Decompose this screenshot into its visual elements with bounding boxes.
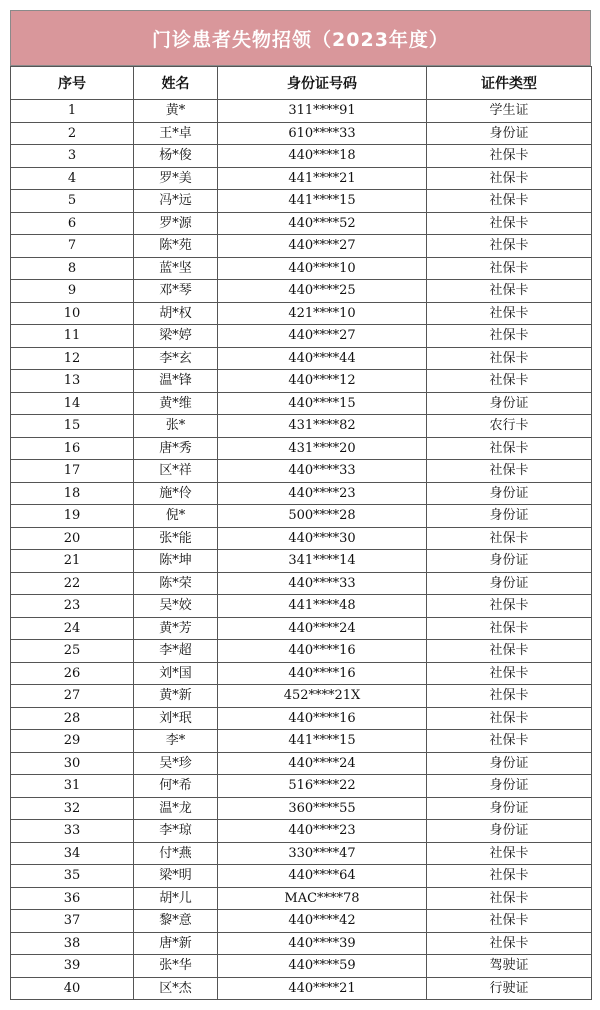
table-row bbox=[11, 662, 592, 685]
cell-document-type: 身份证 bbox=[427, 505, 592, 528]
cell-serial-number: 30 bbox=[11, 752, 134, 775]
cell-serial-number: 9 bbox=[11, 280, 134, 303]
cell-serial-number: 23 bbox=[11, 595, 134, 618]
cell-serial-number: 28 bbox=[11, 707, 134, 730]
cell-document-type: 社保卡 bbox=[427, 302, 592, 325]
table-row bbox=[11, 842, 592, 865]
cell-document-type: 社保卡 bbox=[427, 685, 592, 708]
cell-document-type: 社保卡 bbox=[427, 887, 592, 910]
cell-name: 张* bbox=[134, 415, 218, 438]
lost-and-found-sheet bbox=[10, 10, 591, 1000]
cell-id-number: MAC****78 bbox=[218, 887, 427, 910]
cell-id-number: 440****27 bbox=[218, 325, 427, 348]
cell-serial-number: 19 bbox=[11, 505, 134, 528]
cell-document-type: 社保卡 bbox=[427, 235, 592, 258]
table-row bbox=[11, 280, 592, 303]
table-row bbox=[11, 775, 592, 798]
cell-document-type: 身份证 bbox=[427, 392, 592, 415]
cell-id-number: 360****55 bbox=[218, 797, 427, 820]
header-serial-number: 序号 bbox=[11, 67, 134, 100]
cell-name: 胡*权 bbox=[134, 302, 218, 325]
table-body bbox=[11, 100, 592, 1000]
cell-name: 黄*新 bbox=[134, 685, 218, 708]
cell-document-type: 社保卡 bbox=[427, 280, 592, 303]
cell-serial-number: 22 bbox=[11, 572, 134, 595]
cell-id-number: 440****23 bbox=[218, 820, 427, 843]
cell-name: 蓝*坚 bbox=[134, 257, 218, 280]
cell-id-number: 441****15 bbox=[218, 190, 427, 213]
table-row bbox=[11, 865, 592, 888]
table-row bbox=[11, 482, 592, 505]
cell-id-number: 440****33 bbox=[218, 572, 427, 595]
cell-name: 黄*芳 bbox=[134, 617, 218, 640]
cell-document-type: 身份证 bbox=[427, 550, 592, 573]
cell-id-number: 440****59 bbox=[218, 955, 427, 978]
cell-name: 黄*维 bbox=[134, 392, 218, 415]
cell-serial-number: 26 bbox=[11, 662, 134, 685]
cell-document-type: 社保卡 bbox=[427, 167, 592, 190]
cell-id-number: 440****44 bbox=[218, 347, 427, 370]
table-row bbox=[11, 932, 592, 955]
cell-document-type: 社保卡 bbox=[427, 460, 592, 483]
table-row bbox=[11, 820, 592, 843]
cell-name: 黎*意 bbox=[134, 910, 218, 933]
cell-serial-number: 36 bbox=[11, 887, 134, 910]
cell-name: 吴*珍 bbox=[134, 752, 218, 775]
cell-name: 温*龙 bbox=[134, 797, 218, 820]
cell-name: 倪* bbox=[134, 505, 218, 528]
cell-serial-number: 24 bbox=[11, 617, 134, 640]
page-title: 门诊患者失物招领（2023年度） bbox=[10, 10, 591, 66]
cell-serial-number: 39 bbox=[11, 955, 134, 978]
cell-id-number: 440****25 bbox=[218, 280, 427, 303]
cell-id-number: 516****22 bbox=[218, 775, 427, 798]
header-document-type: 证件类型 bbox=[427, 67, 592, 100]
table-header-row bbox=[11, 67, 592, 100]
cell-id-number: 452****21X bbox=[218, 685, 427, 708]
cell-serial-number: 27 bbox=[11, 685, 134, 708]
cell-id-number: 440****64 bbox=[218, 865, 427, 888]
cell-document-type: 社保卡 bbox=[427, 347, 592, 370]
cell-document-type: 身份证 bbox=[427, 775, 592, 798]
table-row bbox=[11, 977, 592, 1000]
cell-id-number: 440****42 bbox=[218, 910, 427, 933]
cell-id-number: 440****30 bbox=[218, 527, 427, 550]
cell-name: 吴*姣 bbox=[134, 595, 218, 618]
cell-name: 张*能 bbox=[134, 527, 218, 550]
cell-document-type: 社保卡 bbox=[427, 662, 592, 685]
cell-name: 区*祥 bbox=[134, 460, 218, 483]
cell-name: 陈*苑 bbox=[134, 235, 218, 258]
table-row bbox=[11, 325, 592, 348]
cell-serial-number: 12 bbox=[11, 347, 134, 370]
cell-id-number: 500****28 bbox=[218, 505, 427, 528]
cell-name: 区*杰 bbox=[134, 977, 218, 1000]
cell-id-number: 440****52 bbox=[218, 212, 427, 235]
table-row bbox=[11, 302, 592, 325]
cell-document-type: 社保卡 bbox=[427, 212, 592, 235]
cell-name: 李* bbox=[134, 730, 218, 753]
cell-name: 刘*珉 bbox=[134, 707, 218, 730]
cell-name: 黄* bbox=[134, 100, 218, 123]
cell-name: 梁*明 bbox=[134, 865, 218, 888]
cell-serial-number: 14 bbox=[11, 392, 134, 415]
cell-serial-number: 21 bbox=[11, 550, 134, 573]
table-row bbox=[11, 752, 592, 775]
cell-serial-number: 8 bbox=[11, 257, 134, 280]
table-row bbox=[11, 415, 592, 438]
table-row bbox=[11, 707, 592, 730]
cell-serial-number: 4 bbox=[11, 167, 134, 190]
header-name: 姓名 bbox=[134, 67, 218, 100]
cell-serial-number: 34 bbox=[11, 842, 134, 865]
cell-serial-number: 38 bbox=[11, 932, 134, 955]
cell-id-number: 440****16 bbox=[218, 662, 427, 685]
cell-id-number: 311****91 bbox=[218, 100, 427, 123]
cell-name: 梁*婷 bbox=[134, 325, 218, 348]
cell-name: 李*琼 bbox=[134, 820, 218, 843]
cell-name: 王*卓 bbox=[134, 122, 218, 145]
cell-name: 唐*秀 bbox=[134, 437, 218, 460]
cell-document-type: 身份证 bbox=[427, 572, 592, 595]
cell-document-type: 身份证 bbox=[427, 122, 592, 145]
cell-document-type: 社保卡 bbox=[427, 145, 592, 168]
cell-document-type: 社保卡 bbox=[427, 730, 592, 753]
cell-name: 张*华 bbox=[134, 955, 218, 978]
header-id-number: 身份证号码 bbox=[218, 67, 427, 100]
cell-id-number: 440****23 bbox=[218, 482, 427, 505]
cell-document-type: 社保卡 bbox=[427, 865, 592, 888]
cell-document-type: 社保卡 bbox=[427, 325, 592, 348]
cell-document-type: 身份证 bbox=[427, 482, 592, 505]
table-row bbox=[11, 392, 592, 415]
cell-id-number: 440****10 bbox=[218, 257, 427, 280]
cell-document-type: 社保卡 bbox=[427, 527, 592, 550]
cell-document-type: 社保卡 bbox=[427, 910, 592, 933]
table-row bbox=[11, 730, 592, 753]
cell-id-number: 431****82 bbox=[218, 415, 427, 438]
cell-serial-number: 29 bbox=[11, 730, 134, 753]
table-row bbox=[11, 550, 592, 573]
table-row bbox=[11, 595, 592, 618]
table-row bbox=[11, 235, 592, 258]
cell-document-type: 社保卡 bbox=[427, 370, 592, 393]
cell-document-type: 学生证 bbox=[427, 100, 592, 123]
cell-id-number: 440****33 bbox=[218, 460, 427, 483]
cell-document-type: 社保卡 bbox=[427, 640, 592, 663]
cell-document-type: 社保卡 bbox=[427, 437, 592, 460]
cell-id-number: 440****24 bbox=[218, 752, 427, 775]
table-row bbox=[11, 955, 592, 978]
cell-name: 付*燕 bbox=[134, 842, 218, 865]
cell-name: 冯*远 bbox=[134, 190, 218, 213]
cell-serial-number: 2 bbox=[11, 122, 134, 145]
cell-document-type: 社保卡 bbox=[427, 595, 592, 618]
table-row bbox=[11, 617, 592, 640]
cell-serial-number: 1 bbox=[11, 100, 134, 123]
cell-serial-number: 40 bbox=[11, 977, 134, 1000]
cell-id-number: 431****20 bbox=[218, 437, 427, 460]
cell-serial-number: 10 bbox=[11, 302, 134, 325]
cell-name: 李*玄 bbox=[134, 347, 218, 370]
cell-document-type: 社保卡 bbox=[427, 707, 592, 730]
table-row bbox=[11, 212, 592, 235]
table-row bbox=[11, 122, 592, 145]
cell-name: 邓*琴 bbox=[134, 280, 218, 303]
cell-name: 罗*源 bbox=[134, 212, 218, 235]
cell-id-number: 440****12 bbox=[218, 370, 427, 393]
table-row bbox=[11, 797, 592, 820]
table-row bbox=[11, 640, 592, 663]
table-row bbox=[11, 910, 592, 933]
cell-document-type: 社保卡 bbox=[427, 932, 592, 955]
cell-id-number: 440****39 bbox=[218, 932, 427, 955]
table-row bbox=[11, 347, 592, 370]
table-row bbox=[11, 100, 592, 123]
cell-id-number: 440****18 bbox=[218, 145, 427, 168]
cell-serial-number: 15 bbox=[11, 415, 134, 438]
cell-name: 罗*美 bbox=[134, 167, 218, 190]
table-row bbox=[11, 887, 592, 910]
cell-serial-number: 6 bbox=[11, 212, 134, 235]
cell-serial-number: 18 bbox=[11, 482, 134, 505]
table-row bbox=[11, 685, 592, 708]
table-row bbox=[11, 190, 592, 213]
cell-name: 刘*国 bbox=[134, 662, 218, 685]
table-row bbox=[11, 437, 592, 460]
cell-id-number: 440****27 bbox=[218, 235, 427, 258]
cell-id-number: 440****24 bbox=[218, 617, 427, 640]
cell-serial-number: 25 bbox=[11, 640, 134, 663]
cell-document-type: 农行卡 bbox=[427, 415, 592, 438]
cell-serial-number: 5 bbox=[11, 190, 134, 213]
cell-id-number: 441****21 bbox=[218, 167, 427, 190]
cell-document-type: 社保卡 bbox=[427, 617, 592, 640]
cell-document-type: 身份证 bbox=[427, 797, 592, 820]
table-row bbox=[11, 460, 592, 483]
cell-id-number: 341****14 bbox=[218, 550, 427, 573]
cell-serial-number: 7 bbox=[11, 235, 134, 258]
table-row bbox=[11, 167, 592, 190]
cell-serial-number: 20 bbox=[11, 527, 134, 550]
cell-document-type: 驾驶证 bbox=[427, 955, 592, 978]
cell-name: 杨*俊 bbox=[134, 145, 218, 168]
lost-items-table bbox=[10, 66, 592, 1000]
cell-id-number: 610****33 bbox=[218, 122, 427, 145]
cell-serial-number: 33 bbox=[11, 820, 134, 843]
cell-id-number: 440****16 bbox=[218, 640, 427, 663]
table-row bbox=[11, 505, 592, 528]
cell-name: 唐*新 bbox=[134, 932, 218, 955]
cell-document-type: 行驶证 bbox=[427, 977, 592, 1000]
cell-serial-number: 31 bbox=[11, 775, 134, 798]
cell-id-number: 440****16 bbox=[218, 707, 427, 730]
cell-name: 何*希 bbox=[134, 775, 218, 798]
cell-name: 陈*坤 bbox=[134, 550, 218, 573]
cell-id-number: 440****21 bbox=[218, 977, 427, 1000]
table-row bbox=[11, 257, 592, 280]
cell-id-number: 441****48 bbox=[218, 595, 427, 618]
cell-id-number: 330****47 bbox=[218, 842, 427, 865]
cell-name: 温*锋 bbox=[134, 370, 218, 393]
cell-id-number: 421****10 bbox=[218, 302, 427, 325]
cell-serial-number: 13 bbox=[11, 370, 134, 393]
cell-serial-number: 17 bbox=[11, 460, 134, 483]
cell-serial-number: 16 bbox=[11, 437, 134, 460]
cell-serial-number: 3 bbox=[11, 145, 134, 168]
cell-serial-number: 32 bbox=[11, 797, 134, 820]
cell-document-type: 身份证 bbox=[427, 752, 592, 775]
table-row bbox=[11, 370, 592, 393]
table-row bbox=[11, 145, 592, 168]
cell-serial-number: 37 bbox=[11, 910, 134, 933]
cell-name: 施*伶 bbox=[134, 482, 218, 505]
cell-id-number: 441****15 bbox=[218, 730, 427, 753]
cell-document-type: 社保卡 bbox=[427, 842, 592, 865]
table-row bbox=[11, 527, 592, 550]
cell-id-number: 440****15 bbox=[218, 392, 427, 415]
cell-name: 胡*儿 bbox=[134, 887, 218, 910]
cell-document-type: 社保卡 bbox=[427, 190, 592, 213]
cell-document-type: 社保卡 bbox=[427, 257, 592, 280]
cell-name: 陈*荣 bbox=[134, 572, 218, 595]
table-row bbox=[11, 572, 592, 595]
cell-serial-number: 11 bbox=[11, 325, 134, 348]
cell-serial-number: 35 bbox=[11, 865, 134, 888]
cell-document-type: 身份证 bbox=[427, 820, 592, 843]
cell-name: 李*超 bbox=[134, 640, 218, 663]
